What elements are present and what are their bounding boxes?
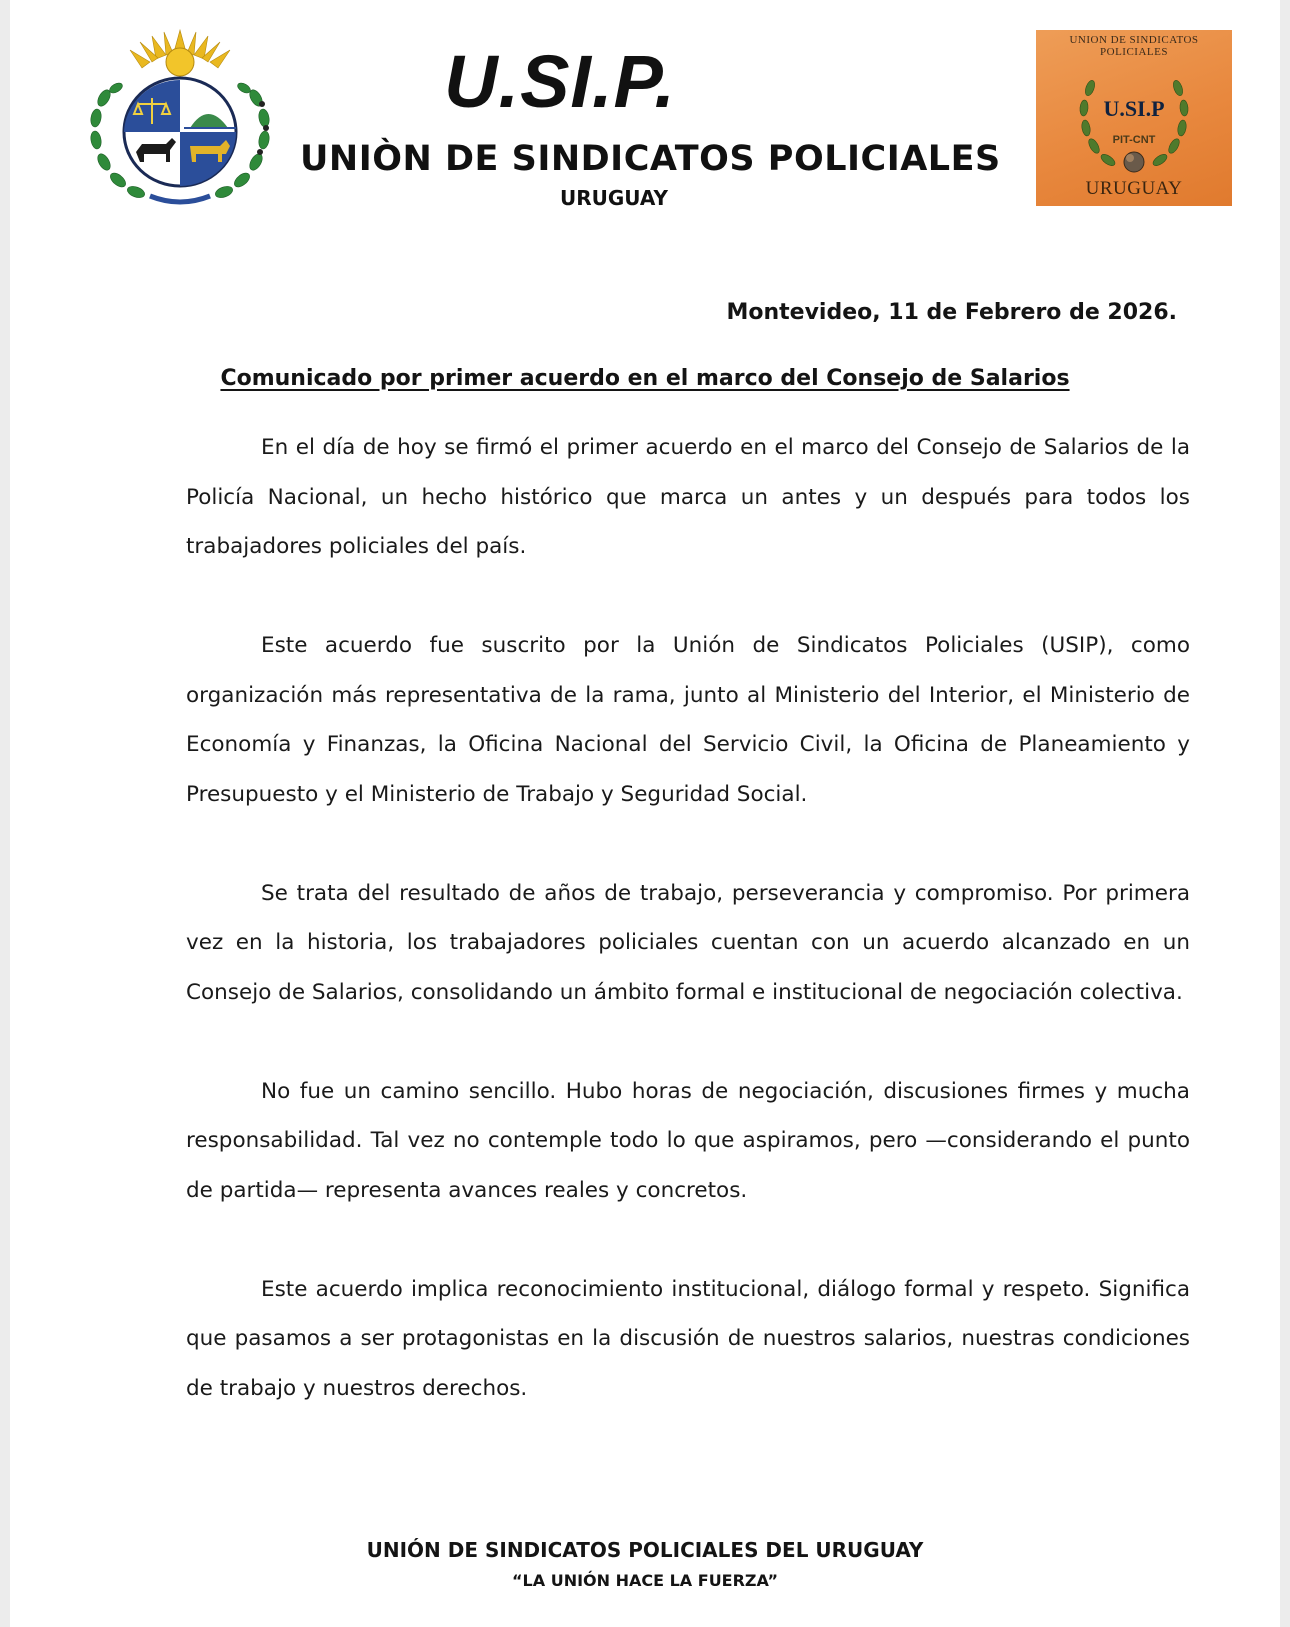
- usip-logo: [1036, 30, 1232, 206]
- usip-logo-bottom-text: URUGUAY: [1085, 178, 1183, 199]
- footer-motto: “LA UNIÓN HACE LA FUERZA”: [512, 1571, 778, 1590]
- paragraph: No fue un camino sencillo. Hubo horas de negociación, discusiones firmes y mucha responsabilidad. Tal vez no contemple todo lo que aspiramos, pero —considerando el punto de partida— representa avances reales y concretos.: [186, 1078, 1190, 1203]
- usip-logo-pit-text: PIT-CNT: [1112, 134, 1156, 146]
- organization-country: URUGUAY: [560, 186, 668, 210]
- paragraph: Este acuerdo implica reconocimiento institucional, diálogo formal y respeto. Significa que pasamos a ser protagonistas en la discusión de nuestros salarios, nuestras condiciones de trabajo y nuestros derechos.: [186, 1276, 1190, 1401]
- uruguay-coat-of-arms-icon: [80, 28, 280, 210]
- paragraph: Este acuerdo fue suscrito por la Unión de Sindicatos Policiales (USIP), como organización más representativa de la rama, junto al Ministerio del Interior, el Ministerio de Economía y Finanzas, la Oficina Nacional del Servicio Civil, la Oficina de Planeamiento y Presupuesto y el Ministerio de Trabajo y Seguridad Social.: [186, 633, 1190, 807]
- letter-body: [186, 423, 1190, 1463]
- footer-organization: UNIÓN DE SINDICATOS POLICIALES DEL URUGUAY: [366, 1538, 924, 1562]
- usip-logo-emblem-text: U.SI.P: [1103, 96, 1165, 121]
- document-sheet: [10, 0, 1280, 1627]
- letter-subject: Comunicado por primer acuerdo en el marco del Consejo de Salarios: [220, 366, 1070, 391]
- paragraph: En el día de hoy se firmó el primer acuerdo en el marco del Consejo de Salarios de la Policía Nacional, un hecho histórico que marca un antes y un después para todos los trabajadores policiales del país.: [186, 435, 1190, 559]
- organization-name: UNIÒN DE SINDICATOS POLICIALES: [300, 139, 1001, 179]
- letter-date: Montevideo, 11 de Febrero de 2026.: [726, 300, 1177, 325]
- organization-acronym: U.SI.P.: [444, 40, 676, 123]
- usip-logo-top-text: UNION DE SINDICATOS POLICIALES: [1069, 34, 1199, 58]
- paragraph: Se trata del resultado de años de trabajo, perseverancia y compromiso. Por primera vez en la historia, los trabajadores policiales cuentan con un acuerdo alcanzado en un Consejo de Salarios, consolidando un ámbito formal e institucional de negociación colectiva.: [186, 880, 1190, 1005]
